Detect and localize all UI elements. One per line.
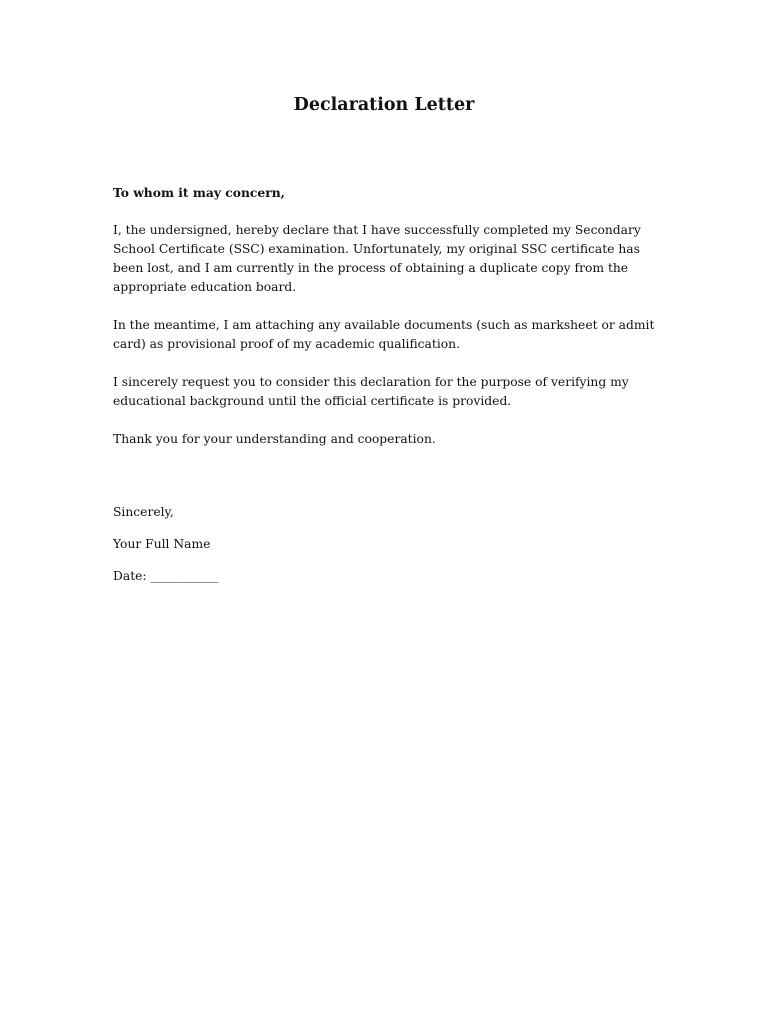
signature-block	[113, 503, 513, 599]
paragraph-declaration: I, the undersigned, hereby declare that I have successfully completed my Secondary School Certificate (SSC) examination. Unfortunately, my original SSC certificate has been lost, and I am currently in the process of obtaining a duplicate copy from the appropriate education board.	[113, 223, 641, 294]
paragraph-thanks: Thank you for your understanding and cooperation.	[113, 432, 436, 446]
date-line: Date: ___________	[113, 569, 219, 583]
signer-name: Your Full Name	[113, 537, 211, 551]
paragraph-request: I sincerely request you to consider this declaration for the purpose of verifying my educational background until the official certificate is provided.	[113, 375, 629, 408]
closing-line: Sincerely,	[113, 505, 174, 519]
document-title: Declaration Letter	[293, 95, 475, 115]
salutation: To whom it may concern,	[113, 185, 285, 200]
letter-body	[113, 183, 673, 449]
paragraph-attachments: In the meantime, I am attaching any available documents (such as marksheet or admit card) as provisional proof of my academic qualification.	[113, 318, 655, 351]
